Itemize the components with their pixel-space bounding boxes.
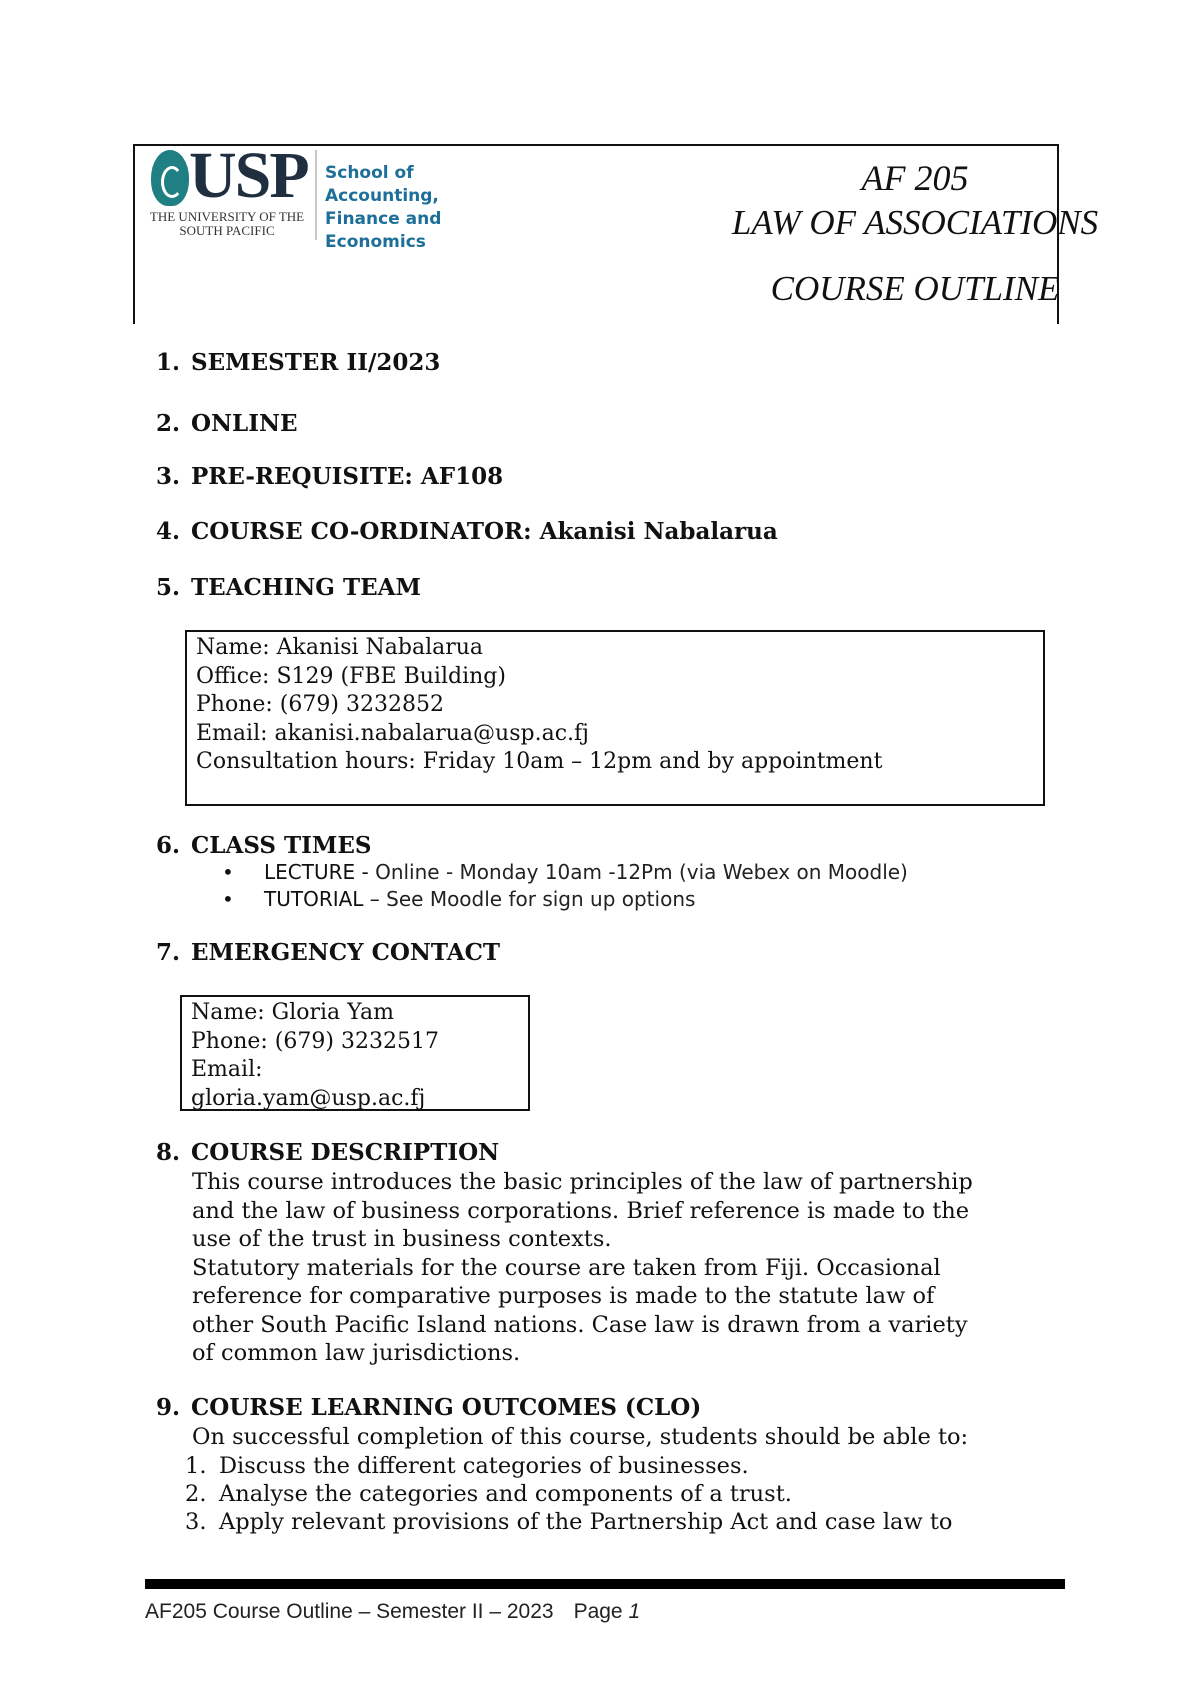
class-label: TUTORIAL – xyxy=(264,887,387,911)
contact-email: gloria.yam@usp.ac.fj xyxy=(191,1085,426,1111)
section-heading: CLASS TIMES xyxy=(191,832,372,859)
paragraph-line: and the law of business corporations. Brief reference is made to the xyxy=(192,1197,970,1224)
section-class-times xyxy=(156,832,372,860)
footer-text: AF205 Course Outline – Semester II – 2023 xyxy=(145,1600,554,1623)
section-heading: COURSE DESCRIPTION xyxy=(191,1139,500,1166)
section-heading: COURSE LEARNING OUTCOMES (CLO) xyxy=(191,1394,702,1421)
contact-email-label: Email: xyxy=(191,1057,263,1082)
course-name: LAW OF ASSOCIATIONS xyxy=(731,203,1099,242)
bullet-icon: • xyxy=(222,860,234,884)
list-item xyxy=(222,859,908,886)
paragraph-line: reference for comparative purposes is made to the statute law of xyxy=(192,1283,935,1309)
section-mode xyxy=(156,410,298,438)
item-number: 1. xyxy=(185,1453,207,1479)
page-footer xyxy=(145,1600,640,1624)
section-number: 4. xyxy=(156,518,181,545)
logo-usp-text: USP xyxy=(189,139,308,212)
section-heading: EMERGENCY CONTACT xyxy=(191,939,501,966)
contact-phone: Phone: (679) 3232517 xyxy=(191,1028,439,1054)
section-semester xyxy=(156,349,440,377)
class-detail: See Moodle for sign up options xyxy=(386,887,696,911)
section-number: 3. xyxy=(156,463,181,490)
section-number: 6. xyxy=(156,832,181,859)
item-text: Analyse the categories and components of a trust. xyxy=(219,1481,792,1507)
item-number: 3. xyxy=(185,1509,207,1535)
section-number: 5. xyxy=(156,574,181,601)
clo-list xyxy=(185,1452,952,1536)
section-heading: TEACHING TEAM xyxy=(191,574,421,601)
list-item xyxy=(185,1452,952,1480)
paragraph-line: of common law jurisdictions. xyxy=(192,1340,521,1366)
teacher-email: Email: akanisi.nabalarua@usp.ac.fj xyxy=(196,720,589,746)
footer-rule xyxy=(145,1579,1065,1589)
item-text: Discuss the different categories of businesses. xyxy=(219,1453,749,1479)
class-label: LECTURE - xyxy=(264,860,376,884)
section-emergency-contact xyxy=(156,939,500,967)
section-heading: ONLINE xyxy=(191,410,298,437)
teacher-name: Name: Akanisi Nabalarua xyxy=(196,635,484,660)
page-number: 1 xyxy=(628,1600,641,1623)
paragraph-line: use of the trust in business contexts. xyxy=(192,1226,612,1252)
course-description-text xyxy=(192,1168,1052,1368)
section-number: 2. xyxy=(156,410,181,437)
course-title-block xyxy=(715,156,1115,312)
class-times-list xyxy=(222,859,908,913)
section-number: 9. xyxy=(156,1394,181,1421)
section-learning-outcomes xyxy=(156,1394,701,1422)
item-text: Apply relevant provisions of the Partnership Act and case law to xyxy=(219,1509,953,1535)
contact-name: Name: Gloria Yam xyxy=(191,1000,394,1025)
teaching-team-box xyxy=(185,630,1045,806)
section-prerequisite xyxy=(156,463,503,491)
bullet-icon: • xyxy=(222,887,234,911)
section-heading: PRE-REQUISITE: AF108 xyxy=(191,463,504,490)
item-number: 2. xyxy=(185,1481,207,1507)
usp-logo xyxy=(147,139,507,252)
header-box xyxy=(133,139,1099,324)
paragraph-line: Statutory materials for the course are taken from Fiji. Occasional xyxy=(192,1254,941,1281)
section-coordinator xyxy=(156,518,778,546)
section-heading: COURSE CO-ORDINATOR: Akanisi Nabalarua xyxy=(191,518,778,545)
section-number: 1. xyxy=(156,349,181,376)
list-item xyxy=(222,886,908,913)
logo-school-name: School of Accounting, Finance and Economics xyxy=(325,163,442,252)
course-code: AF 205 xyxy=(861,158,969,198)
section-heading: SEMESTER II/2023 xyxy=(191,349,441,376)
section-teaching-team xyxy=(156,574,421,602)
section-course-description xyxy=(156,1139,499,1167)
class-detail: Online - Monday 10am -12Pm (via Webex on Moodle) xyxy=(375,860,908,884)
paragraph-line: This course introduces the basic principles of the law of partnership xyxy=(192,1169,973,1195)
section-number: 8. xyxy=(156,1139,181,1166)
clo-intro: On successful completion of this course, students should be able to: xyxy=(192,1424,969,1450)
list-item xyxy=(185,1508,952,1536)
usp-emblem-icon xyxy=(151,150,189,206)
teacher-consultation: Consultation hours: Friday 10am – 12pm and by appointment xyxy=(196,749,883,774)
teacher-office: Office: S129 (FBE Building) xyxy=(196,663,506,689)
list-item xyxy=(185,1480,952,1508)
logo-divider xyxy=(315,150,317,240)
page-label: Page xyxy=(573,1600,623,1623)
logo-university-name: THE UNIVERSITY OF THE SOUTH PACIFIC xyxy=(149,209,305,238)
paragraph-line: other South Pacific Island nations. Case law is drawn from a variety xyxy=(192,1311,968,1338)
document-title: COURSE OUTLINE xyxy=(770,269,1060,308)
emergency-contact-box xyxy=(180,995,530,1111)
teacher-phone: Phone: (679) 3232852 xyxy=(196,692,444,717)
section-number: 7. xyxy=(156,939,181,966)
